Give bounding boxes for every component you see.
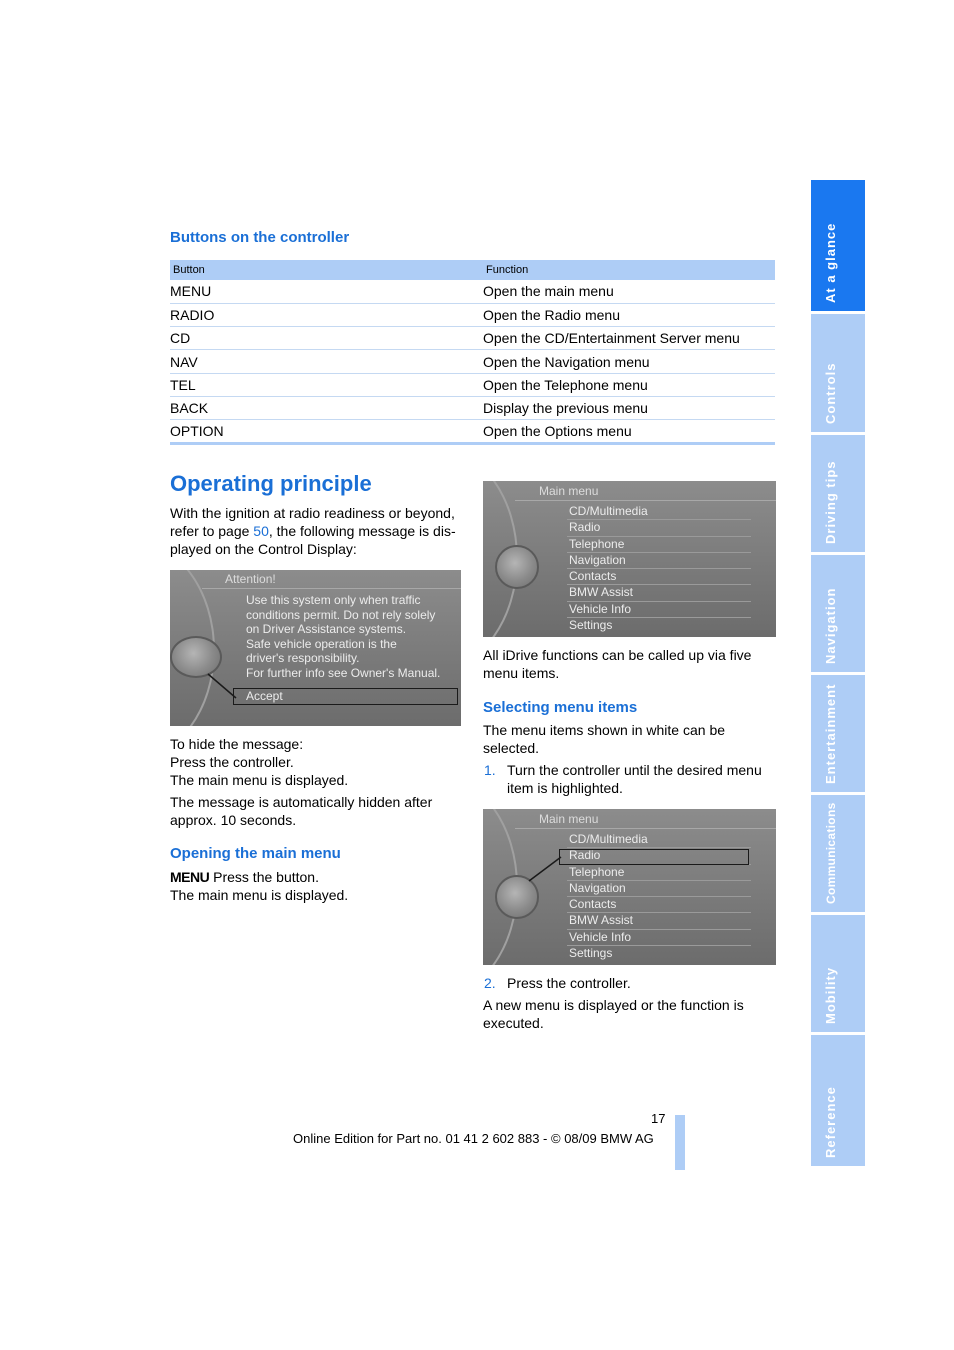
function-cell: Open the Telephone menu bbox=[483, 373, 775, 396]
buttons-table bbox=[170, 260, 775, 445]
page-number: 17 bbox=[651, 1111, 666, 1126]
tab-label: Entertainment bbox=[823, 683, 838, 784]
menu-item[interactable]: Contacts bbox=[567, 569, 751, 585]
menu-item-selected[interactable]: Radio bbox=[567, 848, 751, 864]
tab-label: Mobility bbox=[823, 966, 838, 1024]
main-menu-screen bbox=[483, 481, 776, 637]
menu-item[interactable]: BMW Assist bbox=[567, 585, 751, 601]
menu-item[interactable]: Radio bbox=[567, 520, 751, 536]
section-heading-open-menu: Opening the main menu bbox=[170, 845, 341, 862]
table-row bbox=[170, 350, 775, 373]
step-2 bbox=[483, 974, 775, 992]
button-cell: RADIO bbox=[170, 303, 483, 326]
message-line: driver's responsibility. bbox=[246, 651, 360, 665]
function-cell: Open the Navigation menu bbox=[483, 350, 775, 373]
tab-label: Navigation bbox=[823, 587, 838, 664]
column-header: Function bbox=[483, 260, 775, 280]
tab-label: Reference bbox=[823, 1086, 838, 1158]
menu-item[interactable]: BMW Assist bbox=[567, 913, 751, 929]
table-row bbox=[170, 373, 775, 396]
button-cell: BACK bbox=[170, 396, 483, 419]
function-cell: Display the previous menu bbox=[483, 396, 775, 419]
table-header-row bbox=[170, 260, 775, 280]
main-menu-screen-highlighted bbox=[483, 809, 776, 965]
menu-title: Main menu bbox=[539, 484, 599, 498]
menu-item[interactable]: CD/Multimedia bbox=[567, 832, 751, 848]
divider bbox=[515, 500, 776, 501]
open-menu-text bbox=[170, 868, 460, 904]
text-line: Press the controller. bbox=[170, 754, 294, 770]
step-1 bbox=[483, 761, 775, 797]
button-cell: NAV bbox=[170, 350, 483, 373]
step-text: Press the controller. bbox=[507, 975, 631, 991]
side-tab-navigation[interactable] bbox=[811, 555, 865, 672]
text-line: To hide the message: bbox=[170, 736, 304, 752]
menu-item[interactable]: Telephone bbox=[567, 865, 751, 881]
menu-item[interactable]: Telephone bbox=[567, 537, 751, 553]
message-line: For further info see Owner's Manual. bbox=[246, 665, 441, 680]
pointer-line bbox=[170, 570, 461, 726]
footer-bar bbox=[675, 1115, 685, 1170]
table-row bbox=[170, 420, 775, 443]
side-tab-at-a-glance[interactable] bbox=[811, 180, 865, 311]
menu-item[interactable]: Vehicle Info bbox=[567, 602, 751, 618]
side-tab-mobility[interactable] bbox=[811, 915, 865, 1032]
tab-label: Controls bbox=[823, 362, 838, 424]
step-number: 2. bbox=[484, 975, 496, 991]
side-tab-reference[interactable] bbox=[811, 1035, 865, 1166]
side-tab-entertainment[interactable] bbox=[811, 675, 865, 792]
table-row bbox=[170, 280, 775, 303]
auto-hide-text: The message is automatically hidden after approx. 10 seconds. bbox=[170, 794, 433, 828]
intro-text-end: , the following message is dis-played on the Control Display: bbox=[170, 523, 456, 557]
tab-label: Driving tips bbox=[823, 460, 838, 544]
table-row bbox=[170, 396, 775, 419]
table-row bbox=[170, 303, 775, 326]
menu-item[interactable]: Contacts bbox=[567, 897, 751, 913]
column-header: Button bbox=[170, 260, 483, 280]
function-cell: Open the main menu bbox=[483, 280, 775, 303]
message-line: conditions permit. Do not rely solely bbox=[246, 607, 436, 622]
intro-text: With the ignition at radio readiness or beyond, refer to page bbox=[170, 505, 455, 539]
message-line: Use this system only when traffic bbox=[246, 593, 421, 607]
step-number: 1. bbox=[484, 762, 496, 778]
button-cell: MENU bbox=[170, 280, 483, 303]
function-cell: Open the CD/Entertainment Server menu bbox=[483, 327, 775, 350]
step-text: Turn the controller until the desired menu item is highlighted. bbox=[507, 762, 762, 796]
text-line: The main menu is displayed. bbox=[170, 772, 349, 788]
side-tab-controls[interactable] bbox=[811, 314, 865, 432]
page-link[interactable]: 50 bbox=[253, 523, 269, 539]
menu-item[interactable]: Navigation bbox=[567, 881, 751, 897]
attention-screen bbox=[170, 570, 461, 726]
menu-item[interactable]: Navigation bbox=[567, 553, 751, 569]
main-displayed-text: The main menu is displayed. bbox=[170, 887, 349, 903]
controller-knob-icon bbox=[495, 545, 539, 589]
button-cell: TEL bbox=[170, 373, 483, 396]
page-title: Operating principle bbox=[170, 471, 372, 496]
menu-item[interactable]: Settings bbox=[569, 946, 613, 961]
pointer-line bbox=[483, 809, 776, 965]
press-text: Press the button. bbox=[213, 869, 319, 885]
menu-item[interactable]: Vehicle Info bbox=[567, 930, 751, 946]
menu-item[interactable]: CD/Multimedia bbox=[567, 504, 751, 520]
tab-label: Communications bbox=[824, 802, 838, 904]
function-cell: Open the Options menu bbox=[483, 420, 775, 443]
message-line: Safe vehicle operation is the bbox=[246, 636, 397, 651]
menu-button-icon: MENU bbox=[170, 869, 210, 885]
menu-title: Main menu bbox=[539, 812, 599, 826]
hide-instructions bbox=[170, 735, 460, 789]
section-heading-select: Selecting menu items bbox=[483, 699, 638, 716]
accept-label: Accept bbox=[246, 689, 283, 703]
table-row bbox=[170, 327, 775, 350]
menu-list bbox=[567, 504, 751, 634]
idrive-text: All iDrive functions can be called up via five menu items. bbox=[483, 647, 752, 681]
attention-title: Attention! bbox=[225, 572, 276, 586]
tab-label: At a glance bbox=[823, 222, 838, 303]
function-cell: Open the Radio menu bbox=[483, 303, 775, 326]
side-tab-driving-tips[interactable] bbox=[811, 435, 865, 552]
button-cell: OPTION bbox=[170, 420, 483, 443]
menu-item[interactable]: Settings bbox=[569, 618, 613, 633]
section-heading-buttons: Buttons on the controller bbox=[170, 229, 350, 246]
side-tab-communications[interactable] bbox=[811, 795, 865, 912]
intro-paragraph bbox=[170, 504, 460, 558]
footer-edition: Online Edition for Part no. 01 41 2 602 883 - © 08/09 BMW AG bbox=[293, 1131, 654, 1146]
message-line: on Driver Assistance systems. bbox=[246, 622, 407, 636]
select-text: The menu items shown in white can be selected. bbox=[483, 722, 726, 756]
result-text: A new menu is displayed or the function is executed. bbox=[483, 997, 744, 1031]
button-cell: CD bbox=[170, 327, 483, 350]
